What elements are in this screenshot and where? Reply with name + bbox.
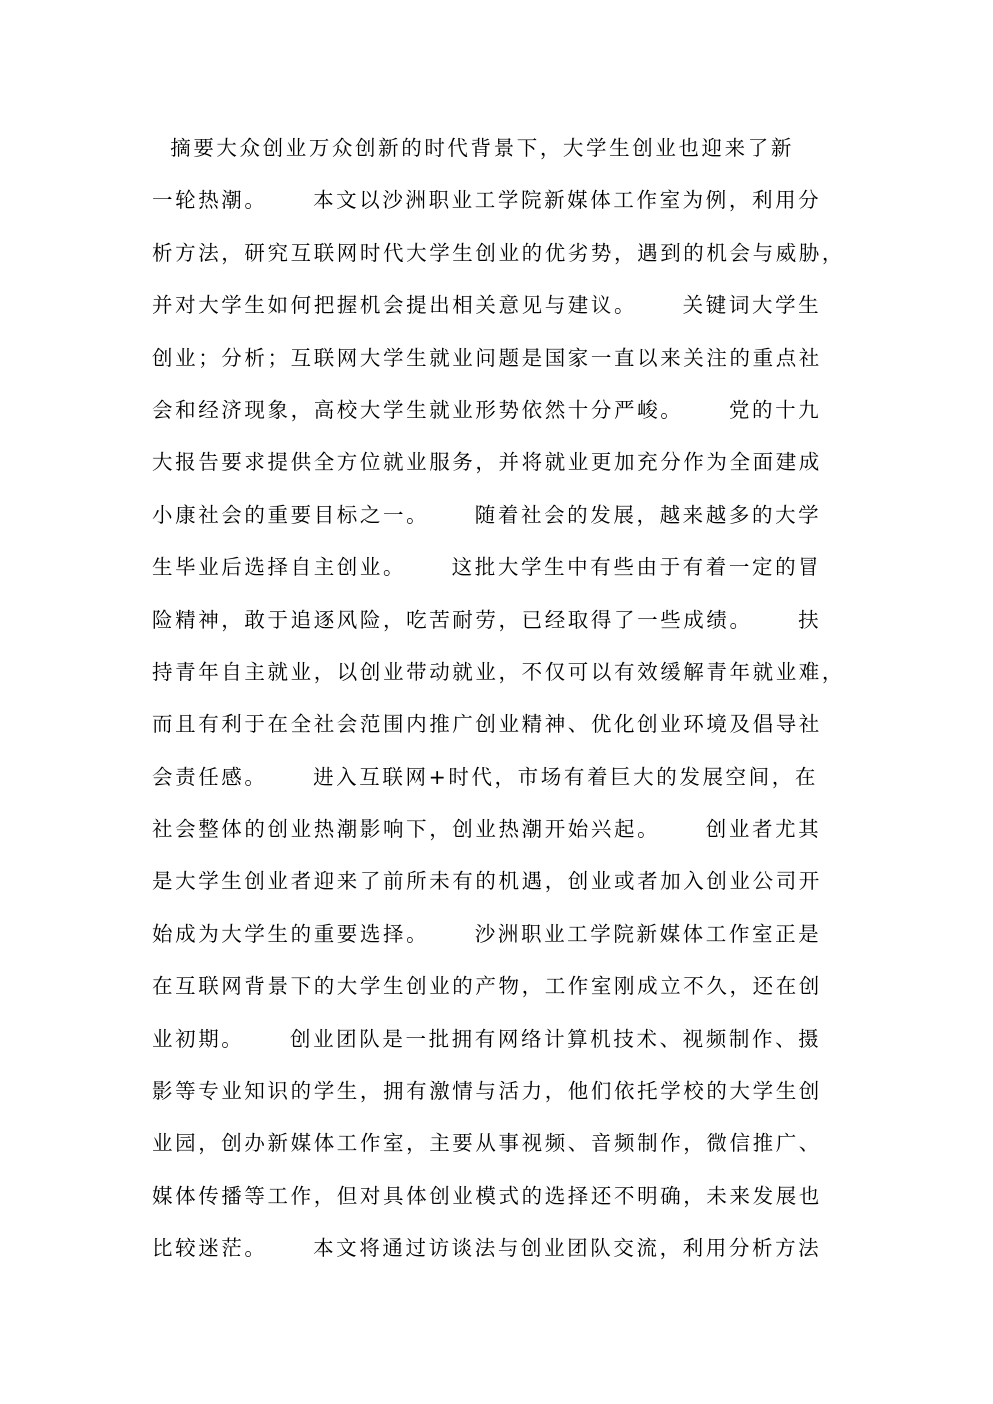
text-line: 比较迷茫。 本文将通过访谈法与创业团队交流，利用分析方法	[152, 1236, 822, 1261]
text-line: 业园，创办新媒体工作室，主要从事视频、音频制作，微信推广、	[152, 1131, 822, 1156]
text-line: 媒体传播等工作，但对具体创业模式的选择还不明确，未来发展也	[152, 1183, 822, 1208]
text-line: 大报告要求提供全方位就业服务，并将就业更加充分作为全面建成	[152, 450, 822, 475]
text-line: 会责任感。 进入互联网+时代，市场有着巨大的发展空间，在	[152, 764, 818, 789]
text-line: 业初期。 创业团队是一批拥有网络计算机技术、视频制作、摄	[152, 1026, 822, 1051]
text-line: 影等专业知识的学生，拥有激情与活力，他们依托学校的大学生创	[152, 1079, 822, 1104]
text-line: 在互联网背景下的大学生创业的产物，工作室刚成立不久，还在创	[152, 974, 822, 999]
text-line: 是大学生创业者迎来了前所未有的机遇，创业或者加入创业公司开	[152, 869, 822, 894]
text-line: 持青年自主就业，以创业带动就业，不仅可以有效缓解青年就业难，	[152, 659, 845, 684]
text-line: 析方法，研究互联网时代大学生创业的优劣势，遇到的机会与威胁，	[152, 240, 845, 265]
text-line: 生毕业后选择自主创业。 这批大学生中有些由于有着一定的冒	[152, 555, 822, 580]
text-line: 一轮热潮。 本文以沙洲职业工学院新媒体工作室为例，利用分	[152, 188, 822, 213]
text-line: 而且有利于在全社会范围内推广创业精神、优化创业环境及倡导社	[152, 712, 822, 737]
body-paragraph	[152, 130, 852, 1283]
text-line: 社会整体的创业热潮影响下，创业热潮开始兴起。 创业者尤其	[152, 817, 822, 842]
text-line: 险精神，敢于追逐风险，吃苦耐劳，已经取得了一些成绩。 扶	[152, 607, 822, 632]
text-line: 小康社会的重要目标之一。 随着社会的发展，越来越多的大学	[152, 502, 822, 527]
text-line: 摘要大众创业万众创新的时代背景下，大学生创业也迎来了新	[152, 136, 794, 160]
text-line: 会和经济现象，高校大学生就业形势依然十分严峻。 党的十九	[152, 397, 822, 422]
text-line: 始成为大学生的重要选择。 沙洲职业工学院新媒体工作室正是	[152, 921, 822, 946]
text-line: 创业；分析；互联网大学生就业问题是国家一直以来关注的重点社	[152, 345, 822, 370]
text-line: 并对大学生如何把握机会提出相关意见与建议。 关键词大学生	[152, 293, 822, 318]
